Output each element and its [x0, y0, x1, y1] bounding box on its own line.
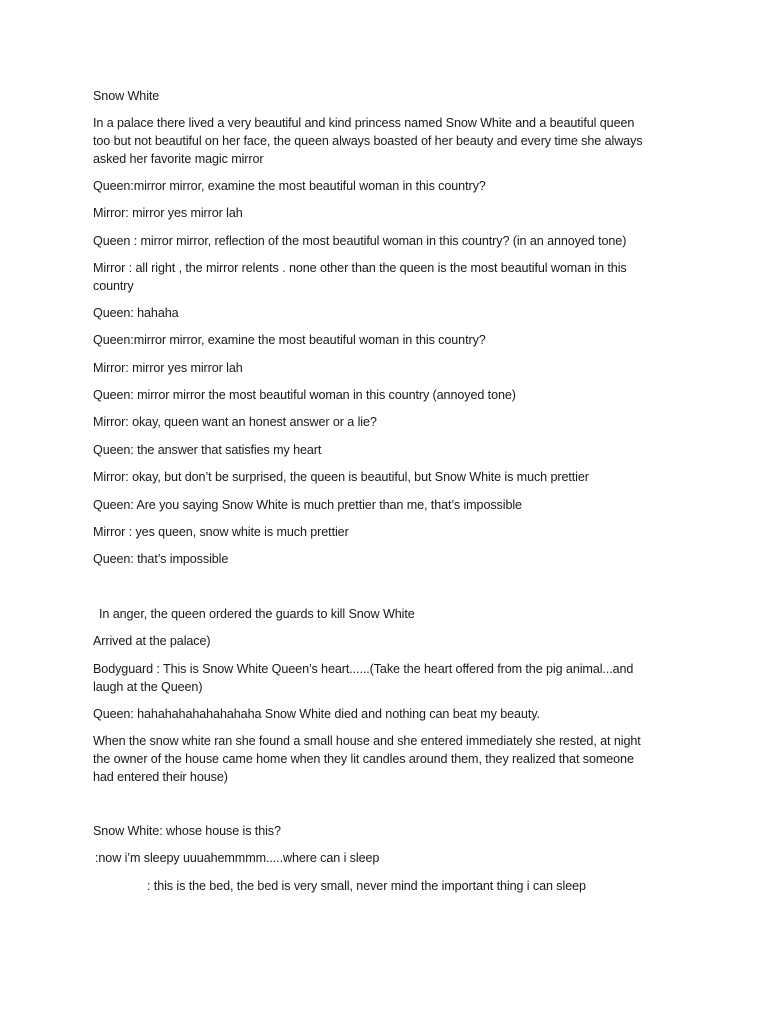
dialogue-line: Mirror: okay, but don’t be surprised, the queen is beautiful, but Snow White is much prettier — [93, 470, 589, 484]
sleepy-line: :now i’m sleepy uuuahemmmm.....where can i sleep — [95, 851, 380, 865]
narration-anger: In anger, the queen ordered the guards to kill Snow White — [99, 607, 415, 621]
intro-line-2: too but not beautiful on her face, the queen always boasted of her beauty and every time she always — [93, 134, 643, 148]
document-title: Snow White — [93, 89, 160, 103]
bodyguard-line-1: Bodyguard : This is Snow White Queen’s heart......(Take the heart offered from the pig animal...and — [93, 662, 634, 676]
dialogue-line: Queen:mirror mirror, examine the most beautiful woman in this country? — [93, 179, 486, 193]
dialogue-line: Queen: that’s impossible — [93, 552, 229, 566]
dialogue-line: Queen: mirror mirror the most beautiful woman in this country (annoyed tone) — [93, 388, 516, 402]
mirror-relents-line-1: Mirror : all right , the mirror relents . none other than the queen is the most beautiful woman in this — [93, 261, 627, 275]
small-house-line-3: had entered their house) — [93, 770, 228, 784]
dialogue-line: Queen: Are you saying Snow White is much prettier than me, that’s impossible — [93, 498, 522, 512]
small-house-line-1: When the snow white ran she found a small house and she entered immediately she rested, at night — [93, 734, 641, 748]
dialogue-line: Queen: the answer that satisfies my heart — [93, 443, 322, 457]
small-house-line-2: the owner of the house came home when they lit candles around them, they realized that someone — [93, 752, 634, 766]
dialogue-line: Queen:mirror mirror, examine the most beautiful woman in this country? — [93, 333, 486, 347]
intro-line-3: asked her favorite magic mirror — [93, 152, 264, 166]
intro-line-1: In a palace there lived a very beautiful and kind princess named Snow White and a beautiful queen — [93, 116, 635, 130]
dialogue-line: Queen: hahaha — [93, 306, 179, 320]
dialogue-line: Mirror: okay, queen want an honest answer or a lie? — [93, 415, 377, 429]
narration-arrived: Arrived at the palace) — [93, 634, 211, 648]
snow-white-line: Snow White: whose house is this? — [93, 824, 281, 838]
bed-line: : this is the bed, the bed is very small, never mind the important thing i can sleep — [147, 879, 586, 893]
mirror-relents-line-2: country — [93, 279, 134, 293]
dialogue-line: Mirror: mirror yes mirror lah — [93, 206, 243, 220]
bodyguard-line-2: laugh at the Queen) — [93, 680, 203, 694]
dialogue-line: Mirror : yes queen, snow white is much prettier — [93, 525, 349, 539]
queen-laugh-line: Queen: hahahahahahahahaha Snow White died and nothing can beat my beauty. — [93, 707, 540, 721]
dialogue-line: Queen : mirror mirror, reflection of the most beautiful woman in this country? (in an annoyed tone) — [93, 234, 627, 248]
dialogue-line: Mirror: mirror yes mirror lah — [93, 361, 243, 375]
